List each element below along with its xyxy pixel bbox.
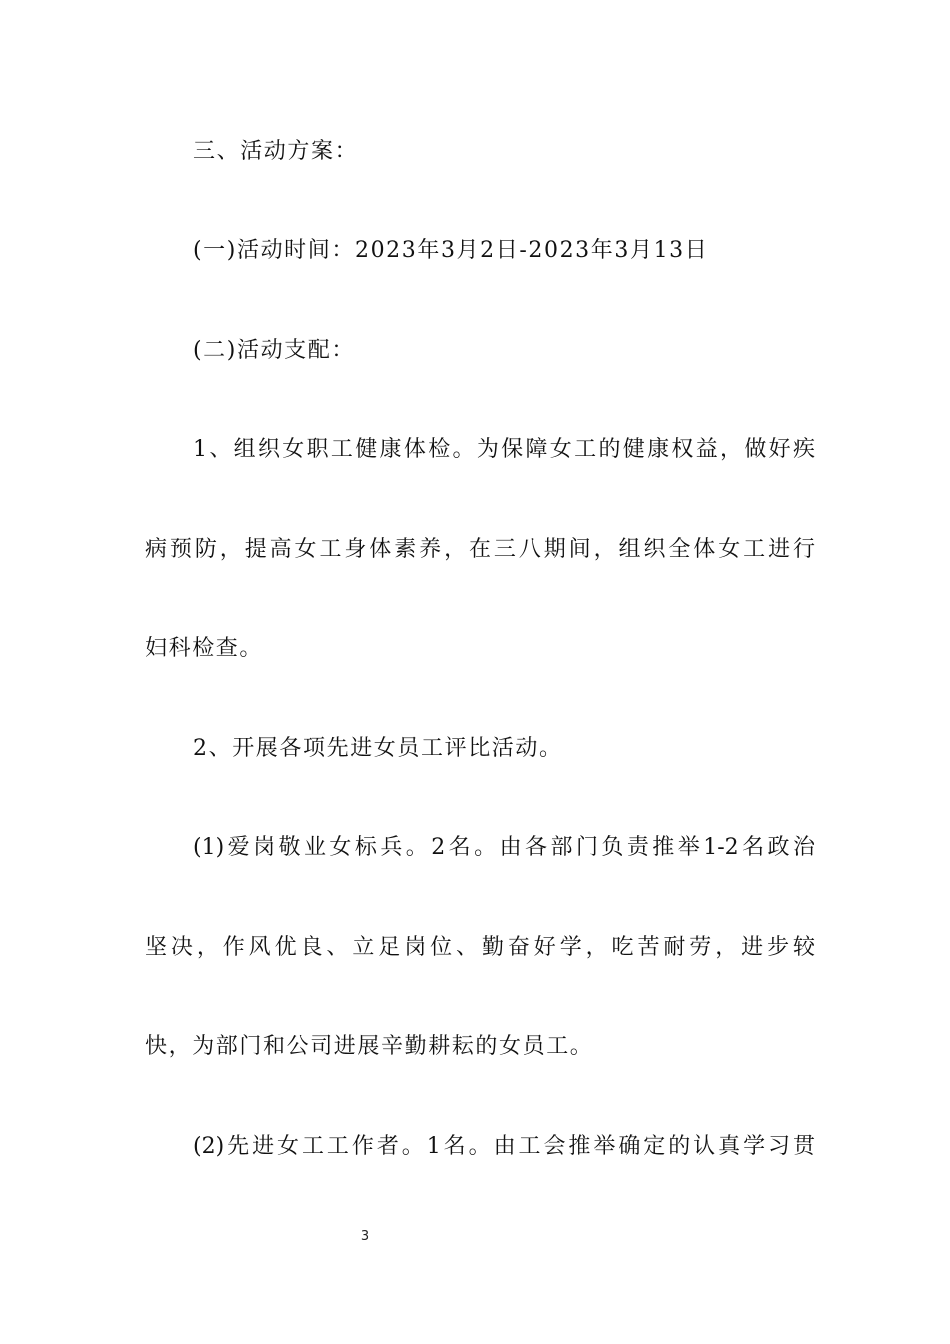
award-1-line-3: 快，为部门和公司进展辛勤耕耘的女员工。 bbox=[145, 1034, 594, 1059]
paragraph-2-heading: 2、开展各项先进女员工评比活动。 bbox=[193, 736, 563, 761]
award-1-line-2: 坚决，作风优良、立足岗位、勤奋好学，吃苦耐劳，进步较 bbox=[145, 935, 815, 960]
page-number: 3 bbox=[360, 1229, 370, 1244]
paragraph-1-line-2: 病预防，提高女工身体素养，在三八期间，组织全体女工进行 bbox=[145, 537, 815, 562]
activity-arrangement-heading: (二)活动支配： bbox=[193, 338, 355, 363]
section-heading-activity-plan: 三、活动方案： bbox=[193, 139, 359, 164]
activity-time-line: (一)活动时间：2023年3月2日-2023年3月13日 bbox=[193, 238, 709, 263]
paragraph-1-line-3: 妇科检查。 bbox=[145, 636, 264, 661]
award-1-line-1: (1)爱岗敬业女标兵。2名。由各部门负责推举1-2名政治 bbox=[193, 835, 815, 860]
award-2-line-1: (2)先进女工工作者。1名。由工会推举确定的认真学习贯 bbox=[193, 1134, 815, 1159]
paragraph-1-line-1: 1、组织女职工健康体检。为保障女工的健康权益，做好疾 bbox=[193, 437, 815, 462]
